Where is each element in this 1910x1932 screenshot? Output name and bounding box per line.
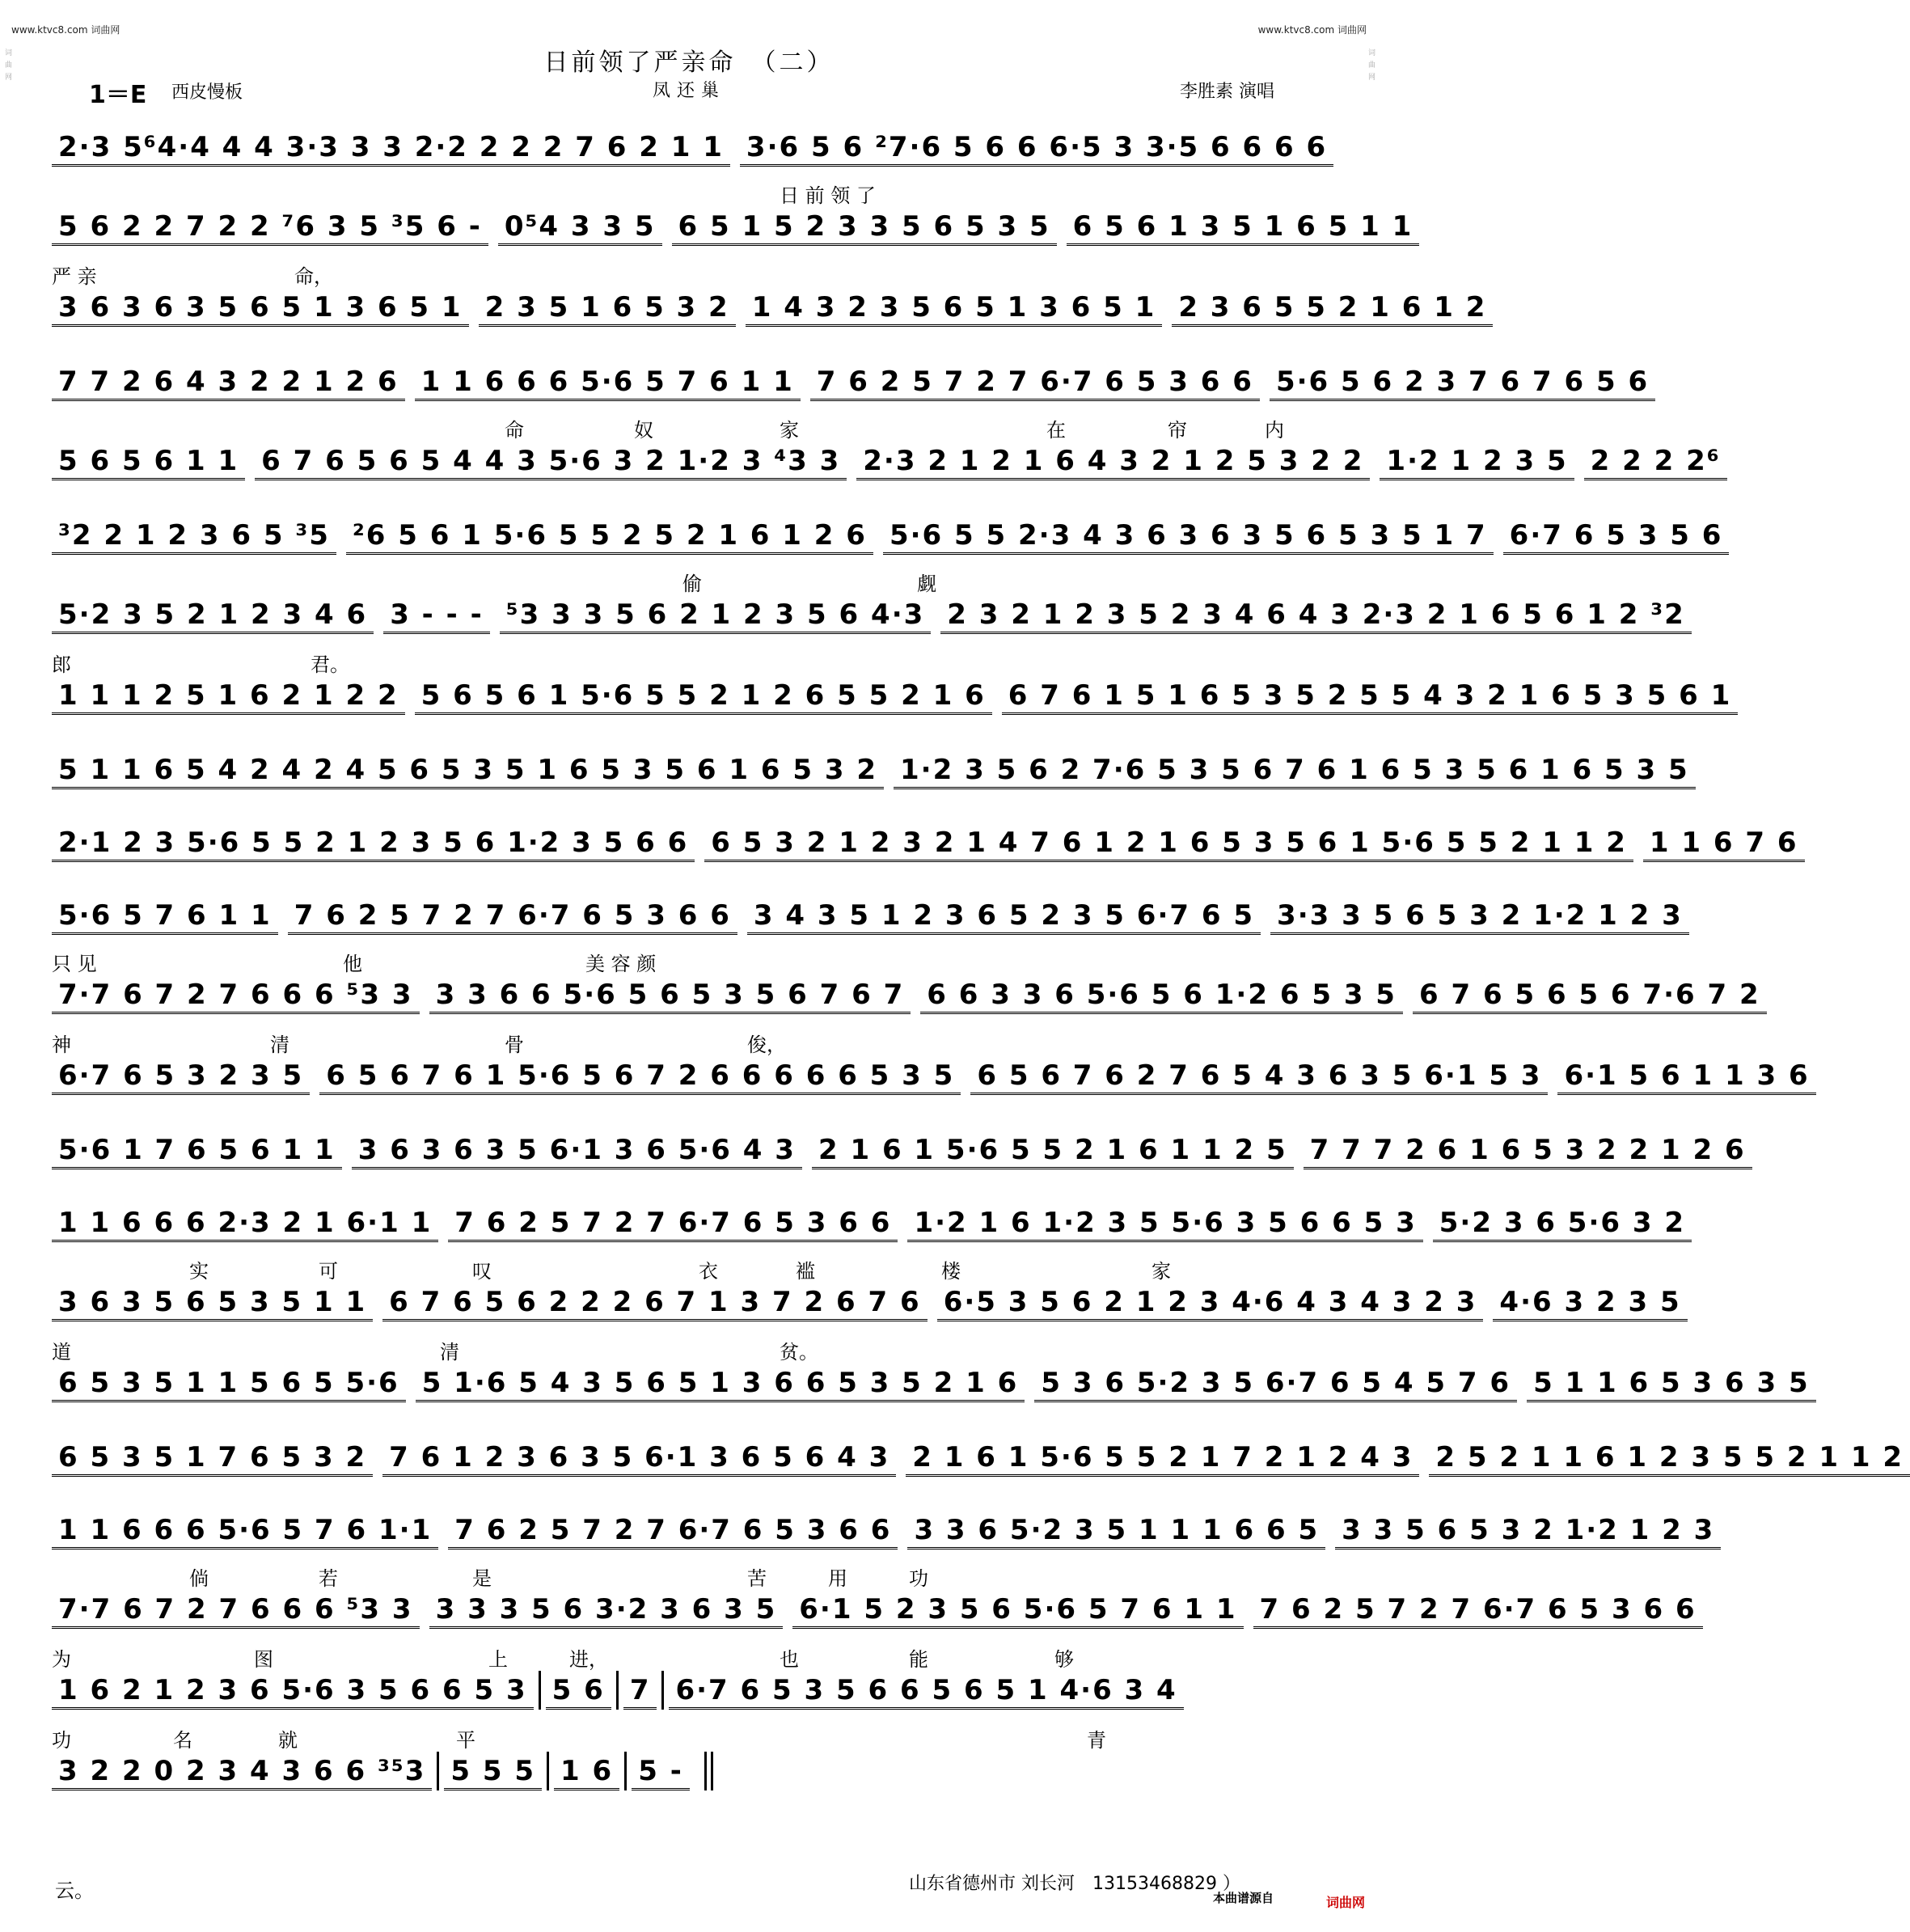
- measure: 3·3 3 5 6 5 3 2 1·2 1 2 3: [1270, 898, 1689, 935]
- measure: 1·2 3 5 6 2 7·6 5 3 5 6 7 6 1 6 5 3 5 6 1 6 5 3 5: [894, 753, 1696, 789]
- score-line: [52, 180, 1413, 260]
- lyric-word: 是: [472, 1567, 492, 1590]
- measure: 6 5 6 7 6 2 7 6 5 4 3 6 3 5 6·1 5 3: [970, 1059, 1548, 1095]
- bar-line: [547, 1752, 549, 1790]
- lyric-word: 美 容 颜: [585, 953, 657, 975]
- lyric-word: 实: [189, 1260, 209, 1283]
- score-line: [52, 1490, 1715, 1562]
- lyric-word: 清: [440, 1341, 459, 1363]
- lyric-word: 倘: [189, 1567, 209, 1590]
- lyric-word: 功: [52, 1729, 71, 1752]
- score-line: [52, 414, 1721, 495]
- measure: 3·6 5 6 ²7·6 5 6 6 6·5 3 3·5 6 6 6 6: [740, 130, 1333, 167]
- lyric-word: 君。: [311, 653, 349, 676]
- measure: 3 - - -: [383, 598, 490, 634]
- measure: 6 5 6 1 3 5 1 6 5 1 1: [1067, 209, 1420, 246]
- notation-row: [52, 438, 1721, 480]
- measure: 5 -: [632, 1754, 690, 1790]
- score-line: [52, 649, 1732, 729]
- lyric-word: 命: [505, 419, 524, 442]
- score-body: [52, 107, 1904, 1805]
- lyric-word: 衣: [699, 1260, 718, 1283]
- measure: 3 3 6 5·2 3 5 1 1 1 6 6 5: [907, 1513, 1325, 1549]
- lyric-word: 功: [909, 1567, 928, 1590]
- lyric-word: 严 亲: [52, 265, 97, 288]
- lyric-word: 上: [488, 1648, 508, 1671]
- site-logo: 词曲网: [1325, 1895, 1365, 1910]
- lyric-word: 为: [52, 1648, 71, 1671]
- measure: 7 6 2 5 7 2 7 6·7 6 5 3 6 6: [448, 1513, 898, 1549]
- lyric-word: 奴: [634, 419, 653, 442]
- measure: 7 6 2 5 7 2 7 6·7 6 5 3 6 6: [288, 898, 737, 935]
- score-line: [52, 568, 1685, 649]
- measure: 5·6 1 7 6 5 6 1 1: [52, 1133, 342, 1169]
- song-title: 日前领了严亲命 （二）: [543, 49, 835, 77]
- lyric-word: 就: [278, 1729, 298, 1752]
- notation-row: [52, 1200, 1686, 1242]
- score-line: [52, 1029, 1810, 1110]
- lyric-word: 家: [1151, 1260, 1171, 1283]
- lyric-word: 名: [173, 1729, 192, 1752]
- measure: 1 6 2 1 2 3 6 5·6 3 5 6 6 5 3: [52, 1673, 534, 1710]
- notation-row: [52, 893, 1683, 935]
- measure: 7 6 2 5 7 2 7 6·7 6 5 3 6 6: [1253, 1592, 1703, 1629]
- measure: 5 5 5: [444, 1754, 542, 1790]
- tempo-marking: 西皮慢板: [171, 82, 243, 103]
- measure: 3 2 2 0 2 3 4 3 6 6 ³⁵3: [52, 1754, 432, 1790]
- notation-row: [52, 1668, 1326, 1710]
- notation-row: [52, 673, 1732, 715]
- measure: 3 6 3 6 3 5 6 5 1 3 6 5 1: [52, 290, 469, 327]
- measure: 7 6 1 2 3 6 3 5 6·1 3 6 5 6 4 3: [382, 1440, 896, 1477]
- measure: 1 1 6 6 6 5·6 5 7 6 1·1: [52, 1513, 438, 1549]
- score-line: [52, 1255, 1681, 1336]
- lyric-word: 俊，: [747, 1034, 786, 1056]
- score-line: [52, 1562, 1697, 1643]
- lyric-word: 若: [319, 1567, 338, 1590]
- final-barline: [704, 1752, 707, 1790]
- measure: ²6 5 6 1 5·6 5 5 2 5 2 1 6 1 2 6: [346, 518, 873, 555]
- lyric-word: 道: [52, 1341, 71, 1363]
- measure: 7·7 6 7 2 7 6 6 6 ⁵3 3: [52, 1592, 420, 1629]
- score-line: [52, 1110, 1746, 1182]
- measure: 3 6 3 6 3 5 6·1 3 6 5·6 4 3: [352, 1133, 802, 1169]
- measure: 2·3 2 1 2 1 6 4 3 2 1 2 5 3 2 2: [856, 444, 1370, 480]
- lyric-word: 可: [319, 1260, 338, 1283]
- lyric-word: 能: [909, 1648, 928, 1671]
- measure: ⁵3 3 3 5 6 2 1 2 3 5 6 4·3: [500, 598, 932, 634]
- score-line: [52, 1724, 1326, 1805]
- notation-row: [52, 1053, 1810, 1095]
- measure: ³2 2 1 2 3 6 5 ³5: [52, 518, 336, 555]
- measure: 6 7 6 5 6 5 6 7·6 7 2: [1413, 978, 1767, 1014]
- lyric-word: 郎: [52, 653, 71, 676]
- score-line: [52, 948, 1760, 1029]
- lyric-word: 贫。: [780, 1341, 818, 1363]
- measure: 1 1 6 6 6 2·3 2 1 6·1 1: [52, 1206, 438, 1242]
- score-line: [52, 260, 1487, 341]
- notation-row: [52, 1435, 1904, 1477]
- lyric-word: 日 前 领 了: [780, 184, 876, 207]
- measure: 5·6 5 5 2·3 4 3 6 3 6 3 5 6 5 3 5 1 7: [883, 518, 1494, 555]
- side-watermark-right: 词曲网: [1367, 49, 1375, 85]
- score-line: [52, 341, 1650, 414]
- measure: 6·7 6 5 3 5 6: [1503, 518, 1730, 555]
- measure: 6·1 5 6 1 1 3 6: [1557, 1059, 1815, 1095]
- watermark-right: www.ktvc8.com 词曲网: [1257, 24, 1367, 36]
- lyric-word: 神: [52, 1034, 71, 1056]
- measure: 1·2 1 6 1·2 3 5 5·6 3 5 6 6 5 3: [907, 1206, 1422, 1242]
- measure: 1 4 3 2 3 5 6 5 1 3 6 5 1: [746, 290, 1163, 327]
- score-line: [52, 495, 1723, 568]
- lyric-word: 只 见: [52, 953, 97, 975]
- measure: 6·1 5 2 3 5 6 5·6 5 7 6 1 1: [792, 1592, 1243, 1629]
- measure: 3 3 6 6 5·6 5 6 5 3 5 6 7 6 7: [429, 978, 911, 1014]
- measure: 6 7 6 5 6 2 2 2 6 7 1 3 7 2 6 7 6: [382, 1285, 928, 1321]
- measure: 5 6: [546, 1673, 611, 1710]
- notation-row: [52, 1279, 1681, 1321]
- lyric-word: 觑: [917, 573, 936, 595]
- lyric-word: 骨: [505, 1034, 524, 1056]
- measure: 6 5 3 5 1 7 6 5 3 2: [52, 1440, 373, 1477]
- bar-line: [616, 1671, 619, 1710]
- measure: 2 3 2 1 2 3 5 2 3 4 6 4 3 2·3 2 1 6 5 6 1 2 ³2: [940, 598, 1692, 634]
- notation-row: [52, 1748, 1326, 1790]
- score-line: [52, 107, 1326, 180]
- measure: 6 7 6 1 5 1 6 5 3 5 2 5 5 4 3 2 1 6 5 3 5 6 1: [1002, 679, 1739, 715]
- measure: 5·2 3 6 5·6 3 2: [1433, 1206, 1692, 1242]
- measure: 5 1·6 5 4 3 5 6 5 1 3 6 6 5 3 5 2 1 6: [416, 1366, 1025, 1402]
- lyric-word: 图: [254, 1648, 273, 1671]
- notation-row: [52, 204, 1413, 246]
- measure: 7 7 2 6 4 3 2 2 1 2 6: [52, 365, 405, 401]
- measure: 5 6 5 6 1 5·6 5 5 2 1 2 6 5 5 2 1 6: [415, 679, 992, 715]
- measure: 5·6 5 6 2 3 7 6 7 6 5 6: [1270, 365, 1655, 401]
- side-watermark-left: 词曲网: [3, 49, 11, 85]
- watermark-left: www.ktvc8.com 词曲网: [11, 24, 120, 36]
- lyric-word: 也: [780, 1648, 799, 1671]
- lyric-word: 命，: [294, 265, 333, 288]
- notation-row: [52, 1127, 1746, 1169]
- measure: 6·7 6 5 3 5 6 6 5 6 5 1 4·6 3 4: [669, 1673, 1183, 1710]
- measure: 5 6 5 6 1 1: [52, 444, 245, 480]
- bar-line: [437, 1752, 439, 1790]
- transcriber-credit: 山东省德州市 刘长河 13153468829 ）: [909, 1874, 1240, 1894]
- measure: 2·3 5⁶4·4 4 4 3·3 3 3 2·2 2 2 2 7 6 2 1 1: [52, 130, 730, 167]
- lyric-word: 褴: [796, 1260, 815, 1283]
- score-line: [52, 875, 1683, 948]
- measure: 7·7 6 7 2 7 6 6 6 ⁵3 3: [52, 978, 420, 1014]
- lyric-word: 清: [270, 1034, 289, 1056]
- notation-row: [52, 747, 1689, 789]
- measure: 1·2 1 2 3 5: [1380, 444, 1574, 480]
- score-line: [52, 1182, 1686, 1255]
- measure: 6 7 6 5 6 5 4 4 3 5·6 3 2 1·2 3 ⁴3 3: [255, 444, 847, 480]
- measure: 1 1 6 6 6 5·6 5 7 6 1 1: [415, 365, 801, 401]
- measure: 7 7 7 2 6 1 6 5 3 2 2 1 2 6: [1304, 1133, 1752, 1169]
- measure: 4·6 3 2 3 5: [1493, 1285, 1687, 1321]
- measure: 5 1 1 6 5 4 2 4 2 4 5 6 5 3 5 1 6 5 3 5 6 1 6 5 3 2: [52, 753, 884, 789]
- measure: 3 6 3 5 6 5 3 5 1 1: [52, 1285, 373, 1321]
- measure: 3 4 3 5 1 2 3 6 5 2 3 5 6·7 6 5: [747, 898, 1261, 935]
- measure: 2 3 6 5 5 2 1 6 1 2: [1172, 290, 1493, 327]
- measure: 6 5 3 5 1 1 5 6 5 5·6: [52, 1366, 406, 1402]
- measure: 5·6 5 7 6 1 1: [52, 898, 278, 935]
- measure: 7 6 2 5 7 2 7 6·7 6 5 3 6 6: [448, 1206, 898, 1242]
- lyric-word: 他: [343, 953, 362, 975]
- lyric-word: 进，: [569, 1648, 608, 1671]
- measure: 6·5 3 5 6 2 1 2 3 4·6 4 3 4 3 2 3: [937, 1285, 1484, 1321]
- notation-row: [52, 285, 1487, 327]
- score-line: [52, 1336, 1810, 1417]
- lyric-word: 帘: [1168, 419, 1187, 442]
- lyric-word: 在: [1046, 419, 1066, 442]
- measure: 6 5 1 5 2 3 3 5 6 5 3 5: [672, 209, 1057, 246]
- bar-line: [624, 1752, 627, 1790]
- lyric-word: 青: [1087, 1729, 1106, 1752]
- score-line: [52, 1643, 1326, 1724]
- measure: 1 1 6 7 6: [1643, 826, 1805, 862]
- lyric-word: 够: [1054, 1648, 1074, 1671]
- notation-row: [52, 1360, 1810, 1402]
- singer-credit: 李胜素 演唱: [1180, 82, 1274, 102]
- measure: 2 3 5 1 6 5 3 2: [479, 290, 736, 327]
- lyric-word: 用: [828, 1567, 847, 1590]
- measure: 6 5 6 7 6 1 5·6 5 6 7 2 6 6 6 6 6 5 3 5: [319, 1059, 961, 1095]
- measure: 3 3 3 5 6 3·2 3 6 3 5: [429, 1592, 784, 1629]
- notation-row: [52, 972, 1760, 1014]
- notation-row: [52, 592, 1685, 634]
- measure: 1 1 1 2 5 1 6 2 1 2 2: [52, 679, 405, 715]
- lyric-word: 偷: [682, 573, 702, 595]
- notation-row: [52, 1587, 1697, 1629]
- notation-row: [52, 820, 1798, 862]
- notation-row: [52, 1507, 1715, 1549]
- measure: 2 1 6 1 5·6 5 5 2 1 6 1 1 2 5: [812, 1133, 1294, 1169]
- measure: 2 1 6 1 5·6 5 5 2 1 7 2 1 2 4 3: [906, 1440, 1419, 1477]
- final-lyric: 云。: [55, 1879, 94, 1902]
- notation-row: [52, 125, 1326, 167]
- notation-row: [52, 359, 1650, 401]
- lyric-word: 苦: [747, 1567, 767, 1590]
- notation-row: [52, 513, 1723, 555]
- source-tag: 本曲谱源自: [1213, 1891, 1274, 1905]
- lyric-word: 楼: [941, 1260, 961, 1283]
- lyric-word: 内: [1265, 419, 1284, 442]
- measure: 7: [623, 1673, 657, 1710]
- score-line: [52, 1417, 1904, 1490]
- measure: 6 6 3 3 6 5·6 5 6 1·2 6 5 3 5: [920, 978, 1403, 1014]
- score-line: [52, 802, 1798, 875]
- measure: 7 6 2 5 7 2 7 6·7 6 5 3 6 6: [810, 365, 1260, 401]
- measure: 0⁵4 3 3 5: [498, 209, 662, 246]
- bar-line: [661, 1671, 664, 1710]
- measure: 2·1 2 3 5·6 5 5 2 1 2 3 5 6 1·2 3 5 6 6: [52, 826, 695, 862]
- measure: 2 5 2 1 1 6 1 2 3 5 5 2 1 1 2: [1429, 1440, 1910, 1477]
- measure: 6 5 3 2 1 2 3 2 1 4 7 6 1 2 1 6 5 3 5 6 1 5·6 5 5 2 1 1 2: [704, 826, 1633, 862]
- measure: 5 6 2 2 7 2 2 ⁷6 3 5 ³5 6 -: [52, 209, 488, 246]
- lyric-word: 平: [456, 1729, 475, 1752]
- measure: 5·2 3 5 2 1 2 3 4 6: [52, 598, 374, 634]
- measure: 1 6: [554, 1754, 619, 1790]
- lyric-word: 叹: [472, 1260, 492, 1283]
- lyric-word: 家: [780, 419, 799, 442]
- measure: 2 2 2 2⁶: [1584, 444, 1727, 480]
- measure: 5 1 1 6 5 3 6 3 5: [1527, 1366, 1816, 1402]
- score-line: [52, 729, 1689, 802]
- measure: 5 3 6 5·2 3 5 6·7 6 5 4 5 7 6: [1034, 1366, 1517, 1402]
- key-signature: 1＝E: [89, 81, 147, 109]
- bar-line: [539, 1671, 541, 1710]
- measure: 3 3 5 6 5 3 2 1·2 1 2 3: [1335, 1513, 1721, 1549]
- opera-name: 凤还巢: [652, 81, 725, 101]
- measure: 6·7 6 5 3 2 3 5: [52, 1059, 310, 1095]
